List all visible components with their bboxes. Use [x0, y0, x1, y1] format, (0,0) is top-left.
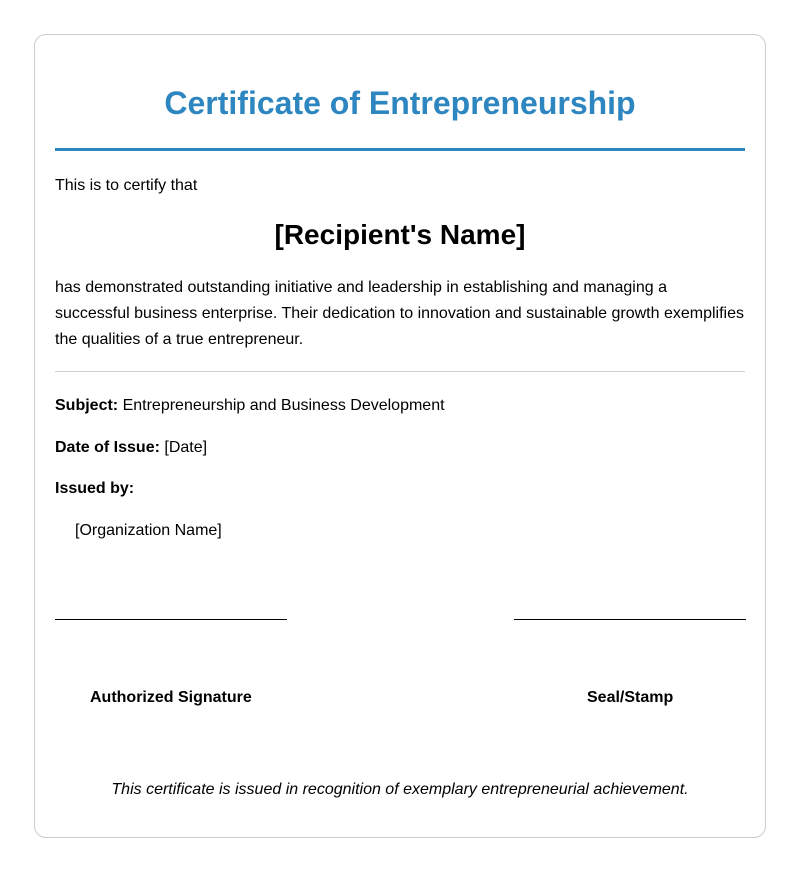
- seal-label: Seal/Stamp: [587, 689, 674, 706]
- recipient-name: [Recipient's Name]: [274, 219, 526, 250]
- signature-line: [55, 619, 287, 620]
- issued-by-label: Issued by:: [55, 480, 135, 497]
- date-label: Date of Issue:: [55, 439, 160, 456]
- certificate-card: [34, 34, 766, 838]
- certificate-title: Certificate of Entrepreneurship: [164, 85, 636, 121]
- footer-note: This certificate is issued in recognition of exemplary entrepreneurial achievement.: [111, 781, 689, 798]
- date-value: [Date]: [164, 439, 208, 456]
- organization-name: [Organization Name]: [75, 522, 222, 539]
- intro-text: This is to certify that: [55, 177, 198, 194]
- subject-field: [55, 396, 445, 416]
- description-text: has demonstrated outstanding initiative and leadership in establishing and managing a successful business enterprise. Their dedication to innovation and sustainable growth exemplifies the qualities of a true entrepreneur.: [55, 279, 744, 348]
- section-divider: [55, 371, 745, 372]
- issued-by-field: [55, 479, 134, 499]
- date-field: [55, 438, 207, 458]
- subject-value: Entrepreneurship and Business Development: [122, 397, 445, 414]
- title-divider: [55, 148, 745, 151]
- signature-label: Authorized Signature: [90, 689, 252, 706]
- seal-line: [514, 619, 746, 620]
- subject-label: Subject:: [55, 397, 119, 414]
